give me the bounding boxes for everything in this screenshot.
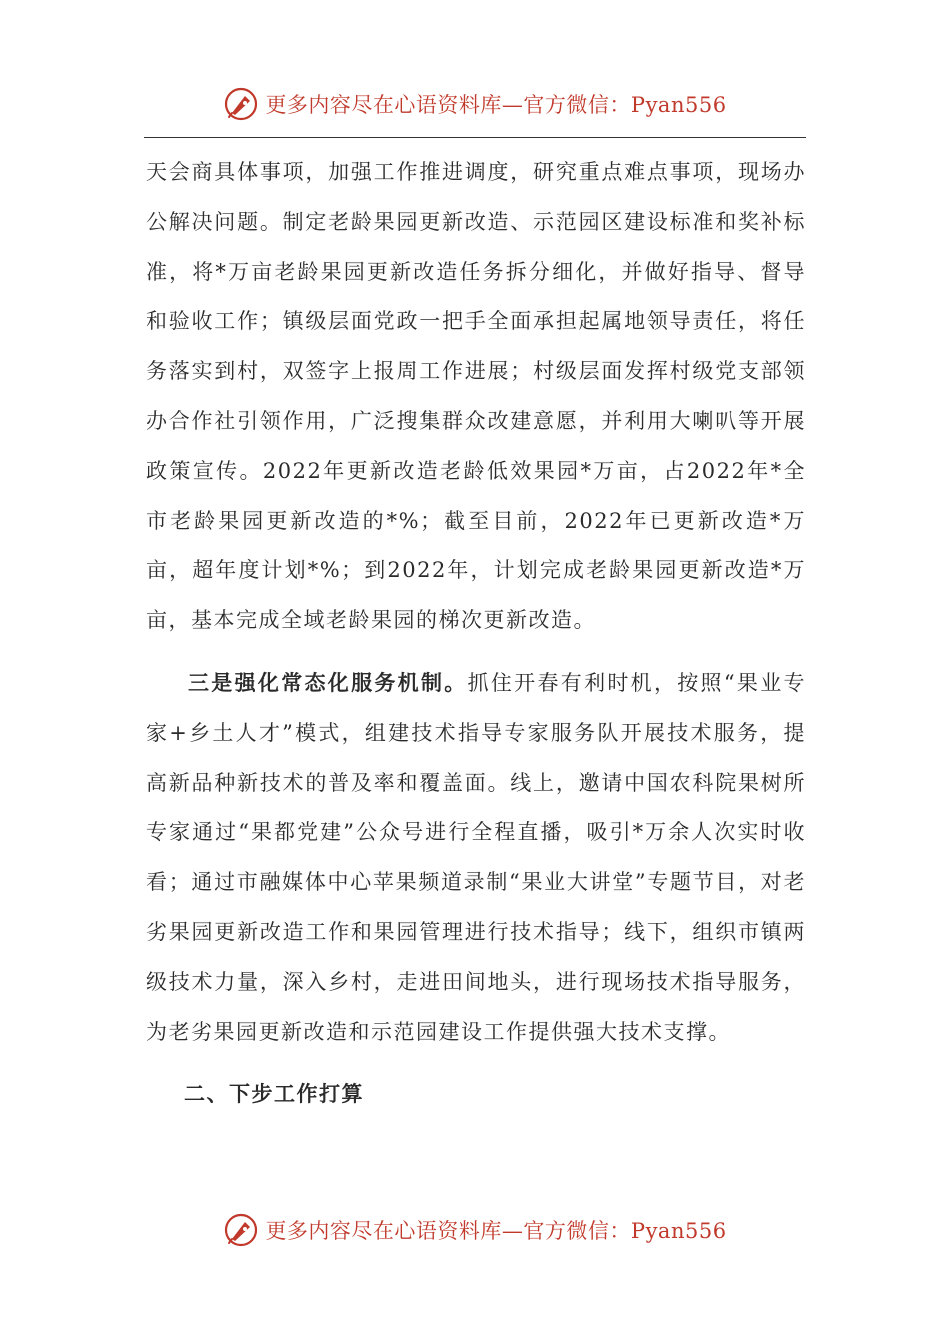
paragraph-service-mechanism [146, 658, 806, 1057]
paragraph-text: 抓住开春有利时机，按照“果业专家+乡土人才”模式，组建技术指导专家服务队开展技术服务，提高新品种新技术的普及率和覆盖面。线上，邀请中国农科院果树所专家通过“果都党建”公众号进行全程直播，吸引*万余人次实时收看；通过市融媒体中心苹果频道录制“果业大讲堂”专题节目，对老劣果园更新改造工作和果园管理进行技术指导；线下，组织市镇两级技术力量，深入乡村，走进田间地头，进行现场技术指导服务，为老劣果园更新改造和示范园建设工作提供强大技术支撑。 [146, 670, 806, 1044]
section-heading: 二、下步工作打算 [184, 1081, 364, 1107]
footer-banner [0, 1210, 950, 1250]
header-divider [144, 137, 806, 138]
header-banner-text: 更多内容尽在心语资料库—官方微信：Pyan556 [265, 93, 727, 117]
pen-nib-logo-icon [223, 1212, 259, 1248]
footer-banner-text: 更多内容尽在心语资料库—官方微信：Pyan556 [265, 1219, 727, 1243]
paragraph-lead: 三是强化常态化服务机制。 [188, 669, 468, 695]
pen-nib-logo-icon [223, 86, 259, 122]
header-banner [0, 84, 950, 124]
paragraph-continued: 天会商具体事项，加强工作推进调度，研究重点难点事项，现场办公解决问题。制定老龄果园更新改造、示范园区建设标准和奖补标准，将*万亩老龄果园更新改造任务拆分细化，并做好指导、督导和验收工作；镇级层面党政一把手全面承担起属地领导责任，将任务落实到村，双签字上报周工作进展；村级层面发挥村级党支部领办合作社引领作用，广泛搜集群众改建意愿，并利用大喇叭等开展政策宣传。2022年更新改造老龄低效果园*万亩，占2022年*全市老龄果园更新改造的*%；截至目前，2022年已更新改造*万亩，超年度计划*%；到2022年，计划完成老龄果园更新改造*万亩，基本完成全域老龄果园的梯次更新改造。 [146, 160, 806, 633]
document-body [146, 148, 806, 1119]
